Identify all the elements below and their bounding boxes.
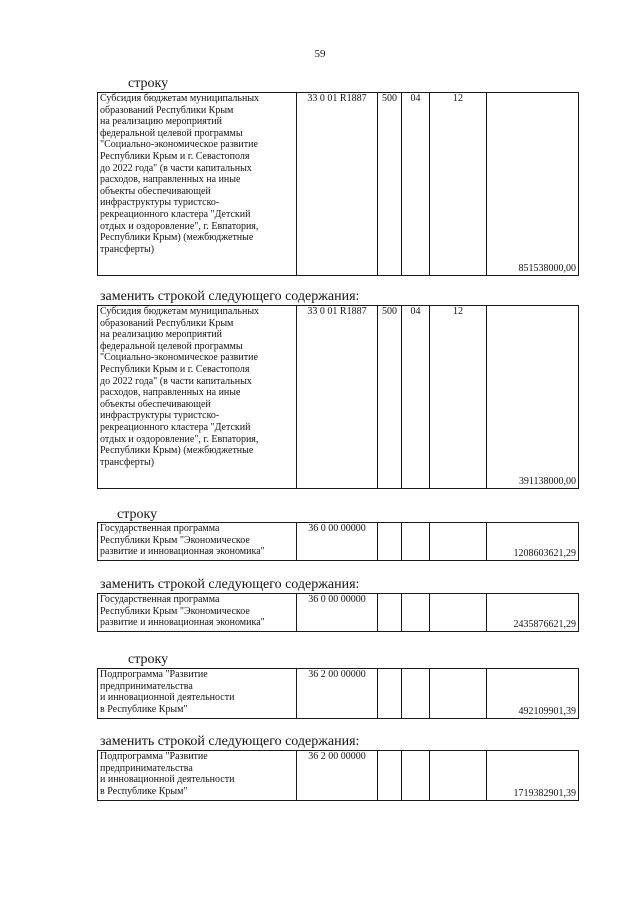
row-rz-cell: 04 bbox=[402, 306, 430, 489]
section-label-replacement: заменить строкой следующего содержания: bbox=[100, 289, 360, 304]
row-rz-cell bbox=[402, 669, 430, 719]
budget-row-table bbox=[97, 522, 579, 561]
row-sum-cell: 492109901,39 bbox=[487, 669, 579, 719]
budget-row-table bbox=[97, 593, 579, 632]
row-code-cell: 36 2 00 00000 bbox=[297, 669, 378, 719]
row-sum-cell: 2435876621,29 bbox=[487, 594, 579, 632]
row-name-cell: Подпрограмма "Развитие предпринимательства и инновационной деятельности в Республике Крым" bbox=[98, 669, 297, 719]
section-label-replacement: заменить строкой следующего содержания: bbox=[100, 734, 360, 749]
row-sum-cell: 1208603621,29 bbox=[487, 523, 579, 561]
row-vr-cell bbox=[378, 594, 402, 632]
section-label-original: строку bbox=[128, 652, 169, 667]
table-row bbox=[98, 306, 579, 489]
row-name-cell: Субсидия бюджетам муниципальных образований Республики Крым на реализацию мероприятий федеральной целевой программы "Социально-экономическое развитие Республики Крым и г. Севастополя до 2022 года" (в части капитальных расходов, направленных на иные объекты обеспечивающей инфраструктуры туристско- рекреационного кластера "Детский отдых и оздоровление", г. Евпатория, Республики Крым) (межбюджетные трансферты) bbox=[98, 93, 297, 276]
row-sum-cell: 851538000,00 bbox=[487, 93, 579, 276]
row-pr-cell: 12 bbox=[430, 306, 487, 489]
table-row bbox=[98, 93, 579, 276]
row-sum-cell: 391138000,00 bbox=[487, 306, 579, 489]
budget-row-table bbox=[97, 750, 579, 801]
row-rz-cell: 04 bbox=[402, 93, 430, 276]
section-label-replacement: заменить строкой следующего содержания: bbox=[100, 577, 360, 592]
table-row bbox=[98, 523, 579, 561]
table-row bbox=[98, 751, 579, 801]
row-vr-cell bbox=[378, 669, 402, 719]
budget-row-table bbox=[97, 92, 579, 276]
budget-row-table bbox=[97, 668, 579, 719]
row-name-cell: Субсидия бюджетам муниципальных образований Республики Крым на реализацию мероприятий федеральной целевой программы "Социально-экономическое развитие Республики Крым и г. Севастополя до 2022 года" (в части капитальных расходов, направленных на иные объекты обеспечивающей инфраструктуры туристско- рекреационного кластера "Детский отдых и оздоровление", г. Евпатория, Республики Крым) (межбюджетные трансферты) bbox=[98, 306, 297, 489]
table-row bbox=[98, 594, 579, 632]
row-vr-cell: 500 bbox=[378, 93, 402, 276]
row-code-cell: 36 0 00 00000 bbox=[297, 523, 378, 561]
section-label-original: строку bbox=[117, 507, 158, 522]
row-code-cell: 36 0 00 00000 bbox=[297, 594, 378, 632]
budget-row-table bbox=[97, 305, 579, 489]
row-code-cell: 36 2 00 00000 bbox=[297, 751, 378, 801]
row-rz-cell bbox=[402, 523, 430, 561]
row-pr-cell bbox=[430, 751, 487, 801]
row-pr-cell bbox=[430, 669, 487, 719]
row-vr-cell: 500 bbox=[378, 306, 402, 489]
row-name-cell: Государственная программа Республики Крым "Экономическое развитие и инновационная экономика" bbox=[98, 523, 297, 561]
row-name-cell: Государственная программа Республики Крым "Экономическое развитие и инновационная экономика" bbox=[98, 594, 297, 632]
row-pr-cell bbox=[430, 594, 487, 632]
row-name-cell: Подпрограмма "Развитие предпринимательства и инновационной деятельности в Республике Крым" bbox=[98, 751, 297, 801]
section-label-original: строку bbox=[128, 76, 169, 91]
row-sum-cell: 1719382901,39 bbox=[487, 751, 579, 801]
row-code-cell: 33 0 01 R1887 bbox=[297, 306, 378, 489]
row-pr-cell: 12 bbox=[430, 93, 487, 276]
page-number: 59 bbox=[314, 48, 326, 60]
row-vr-cell bbox=[378, 751, 402, 801]
row-rz-cell bbox=[402, 751, 430, 801]
table-row bbox=[98, 669, 579, 719]
row-pr-cell bbox=[430, 523, 487, 561]
row-rz-cell bbox=[402, 594, 430, 632]
row-vr-cell bbox=[378, 523, 402, 561]
row-code-cell: 33 0 01 R1887 bbox=[297, 93, 378, 276]
